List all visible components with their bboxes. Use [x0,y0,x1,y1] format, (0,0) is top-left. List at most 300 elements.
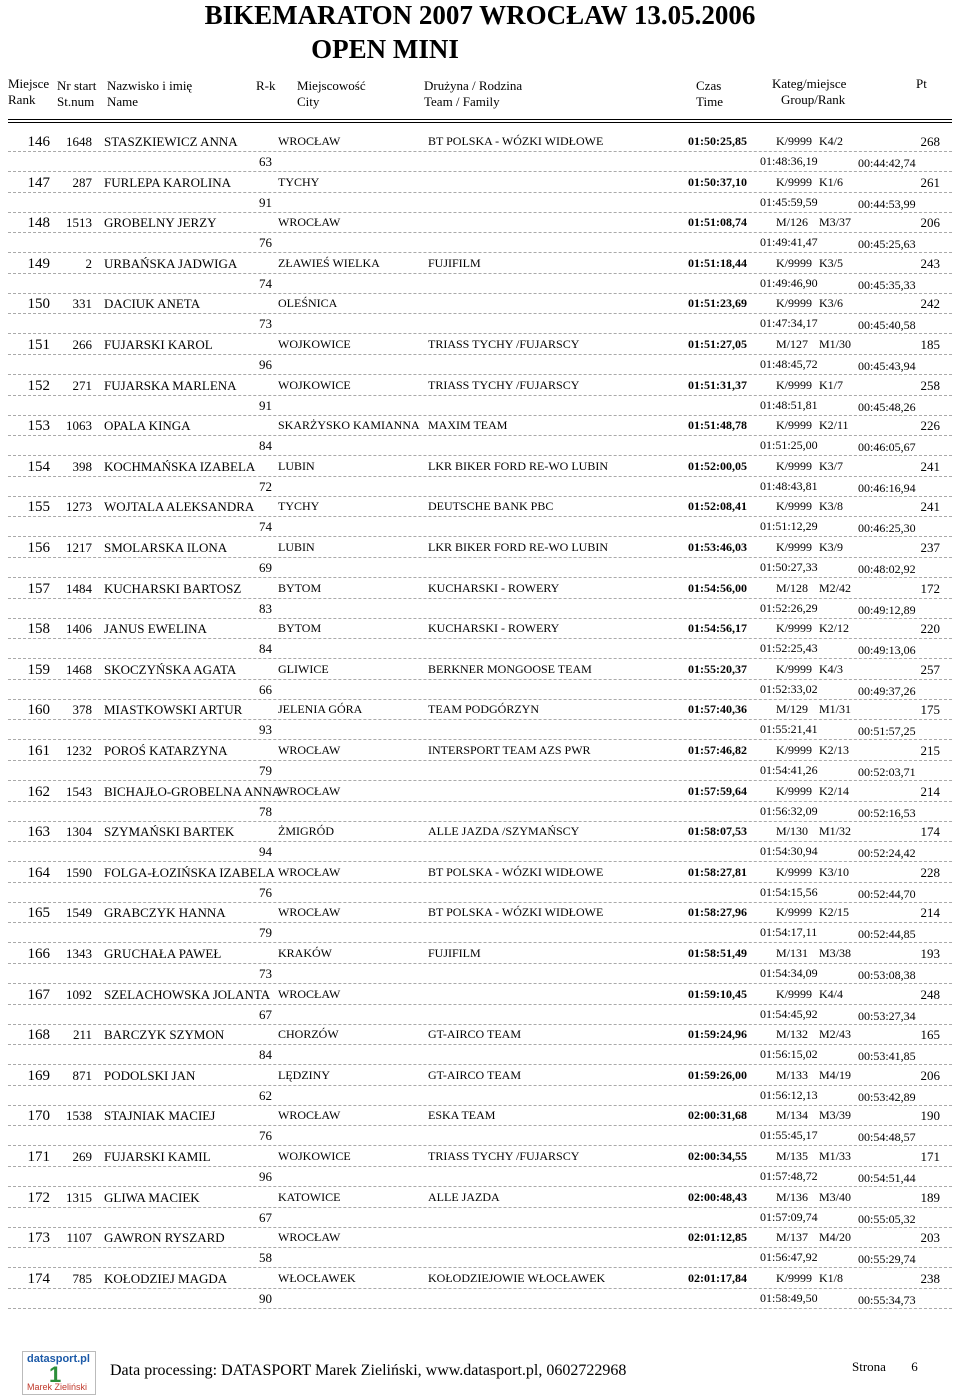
cell-time: 01:51:18,44 [688,255,747,270]
cell-age: 74 [259,519,272,535]
cell-rank: 168 [27,1027,50,1044]
cell-name: KUCHARSKI BARTOSZ [104,580,242,596]
cell-name: SKOCZYŃSKA AGATA [104,661,237,677]
cell-pos: K2/13 [819,743,849,757]
cell-num: 1648 [66,134,92,149]
table-row [0,822,960,863]
cell-lap1: 01:51:12,29 [760,519,818,534]
cell-time: 01:57:40,36 [688,702,747,717]
cell-lap1: 01:52:26,29 [760,600,818,615]
cell-cat: K/9999 [776,661,812,676]
cell-num: 785 [72,1270,92,1286]
cell-num: 271 [72,377,92,393]
cell-city: KATOWICE [278,1189,341,1204]
cell-city: WROCŁAW [278,743,341,757]
cell-team: GT-AIRCO TEAM [428,1027,522,1042]
cell-age: 63 [259,154,272,169]
row-divider [8,1288,952,1289]
cell-time: 01:58:27,81 [688,864,747,879]
cell-num: 1543 [66,783,92,799]
cell-name: FOLGA-ŁOZIŃSKA IZABELA [104,864,275,880]
row-divider [8,638,952,639]
table-row [0,1066,960,1107]
page-number: Strona 6 [852,1359,918,1374]
cell-time: 01:57:46,82 [688,743,747,757]
cell-pt: 242 [920,296,940,312]
cell-cat: M/136 [776,1189,809,1204]
header-category: Kateg/miejsce Group/Rank [772,76,847,107]
cell-num: 1468 [66,661,92,677]
cell-rank: 155 [27,499,50,516]
cell-lap1: 01:45:59,59 [760,194,818,209]
cell-num: 1092 [66,986,92,1002]
cell-pos: M2/42 [819,580,852,595]
cell-cat: M/137 [776,1230,809,1245]
cell-pt: 214 [920,783,940,799]
cell-lap2: 00:53:42,89 [858,1089,916,1104]
cell-name: FURLEPA KAROLINA [104,174,232,190]
cell-lap2: 00:44:53,99 [858,196,916,211]
cell-time: 01:51:27,05 [688,337,747,351]
cell-rank: 151 [27,337,50,353]
cell-lap2: 00:49:37,26 [858,683,916,698]
row-divider [8,435,952,436]
cell-name: GRABCZYK HANNA [104,905,226,921]
cell-pos: K1/8 [819,1270,843,1285]
cell-pt: 241 [920,458,940,474]
row-divider [8,882,952,883]
cell-num: 1232 [66,743,92,758]
cell-age: 66 [259,681,272,697]
cell-pt: 206 [920,1067,940,1083]
header-rk: R-k [256,78,276,93]
cell-num: 211 [72,1027,92,1043]
cell-name: URBAŃSKA JADWIGA [104,255,238,271]
cell-pos: K1/7 [819,377,843,392]
header-team: Drużyna / Rodzina Team / Family [424,78,523,109]
cell-pt: 248 [920,986,940,1002]
header-points: Pt [916,76,927,91]
cell-cat: K/9999 [776,621,812,636]
table-row [0,579,960,620]
cell-rank: 169 [27,1067,50,1084]
cell-lap2: 00:46:16,94 [858,480,916,495]
cell-cat: K/9999 [776,174,812,189]
cell-name: WOJTALA ALEKSANDRA [104,499,255,515]
table-row [0,416,960,457]
cell-city: LUBIN [278,458,315,473]
table-row [0,538,960,579]
cell-num: 2 [85,255,92,271]
cell-time: 01:53:46,03 [688,540,747,554]
cell-lap2: 00:52:44,85 [858,927,916,942]
cell-lap1: 01:54:30,94 [760,844,818,859]
cell-cat: K/9999 [776,1270,812,1285]
cell-age: 72 [259,478,272,494]
cell-lap2: 00:49:12,89 [858,602,916,617]
table-row [0,1147,960,1188]
footer-credits: Data processing: DATASPORT Marek Zieliński, www.datasport.pl, 0602722968 [110,1362,627,1379]
cell-pos: K3/5 [819,255,843,270]
cell-pt: 220 [920,621,940,637]
cell-lap1: 01:55:45,17 [760,1128,818,1143]
table-row [0,660,960,701]
cell-team: FUJIFILM [428,255,481,270]
cell-pt: 228 [920,864,940,880]
cell-team: KUCHARSKI - ROWERY [428,621,560,636]
table-row [0,254,960,295]
cell-time: 01:57:59,64 [688,783,747,798]
cell-lap1: 01:55:21,41 [760,722,818,737]
cell-team: INTERSPORT TEAM AZS PWR [428,743,591,757]
cell-rank: 170 [27,1108,50,1125]
cell-name: FUJARSKI KAMIL [104,1149,211,1164]
cell-rank: 162 [27,783,50,800]
cell-name: DACIUK ANETA [104,296,201,312]
cell-city: CHORZÓW [278,1027,339,1042]
cell-pt: 189 [920,1189,940,1205]
cell-team: BT POLSKA - WÓZKI WIDŁOWE [428,864,604,879]
cell-team: BT POLSKA - WÓZKI WIDŁOWE [428,134,604,148]
cell-time: 02:00:48,43 [688,1189,747,1204]
cell-lap2: 00:45:43,94 [858,359,916,373]
cell-lap2: 00:52:03,71 [858,765,916,779]
cell-pos: K3/8 [819,499,843,514]
cell-cat: M/130 [776,824,809,839]
cell-lap2: 00:46:25,30 [858,521,916,536]
row-divider [8,151,952,152]
cell-rank: 158 [27,621,50,638]
cell-team: ESKA TEAM [428,1108,496,1123]
cell-age: 79 [259,763,272,778]
cell-name: GRUCHAŁA PAWEŁ [104,946,222,961]
cell-name: JANUS EWELINA [104,621,207,637]
cell-age: 84 [259,641,272,657]
table-row [0,335,960,376]
cell-name: GROBELNY JERZY [104,215,217,231]
cell-city: SKARŻYSKO KAMIANNA [278,418,420,433]
cell-pos: K2/15 [819,905,849,920]
table-row [0,985,960,1026]
cell-city: LUBIN [278,540,315,554]
cell-team: FUJIFILM [428,946,481,960]
cell-lap2: 00:55:05,32 [858,1211,916,1226]
table-row [0,944,960,985]
cell-lap2: 00:45:35,33 [858,277,916,292]
cell-rank: 153 [27,418,50,435]
cell-name: PODOLSKI JAN [104,1067,196,1083]
cell-age: 79 [259,925,272,941]
table-row [0,173,960,214]
cell-pos: K4/4 [819,986,843,1001]
cell-num: 266 [72,337,92,352]
cell-pos: M1/32 [819,824,852,839]
cell-cat: M/127 [776,337,809,351]
row-divider [8,313,952,314]
table-row [0,1269,960,1310]
cell-num: 871 [72,1067,92,1083]
cell-cat: K/9999 [776,418,812,433]
cell-name: GLIWA MACIEK [104,1189,200,1205]
cell-rank: 154 [27,458,50,475]
cell-pos: M1/30 [819,337,852,351]
cell-name: BARCZYK SZYMON [104,1027,225,1043]
cell-rank: 156 [27,540,50,556]
cell-rank: 173 [27,1230,50,1247]
cell-pt: 193 [920,946,940,961]
cell-time: 01:55:20,37 [688,661,747,676]
cell-age: 83 [259,600,272,616]
cell-pos: K3/10 [819,864,849,879]
cell-cat: M/131 [776,946,809,960]
cell-city: WROCŁAW [278,986,341,1001]
cell-cat: M/128 [776,580,809,595]
cell-rank: 148 [27,215,50,232]
cell-lap2: 00:54:48,57 [858,1130,916,1145]
cell-name: STAJNIAK MACIEJ [104,1108,216,1124]
row-divider [8,1004,952,1005]
cell-pos: M3/37 [819,215,852,230]
cell-pt: 243 [920,255,940,271]
cell-cat: M/132 [776,1027,809,1042]
cell-time: 01:58:27,96 [688,905,747,920]
cell-team: ALLE JAZDA /SZYMAŃSCY [428,824,580,839]
cell-name: SZELACHOWSKA JOLANTA [104,986,271,1002]
cell-pt: 171 [920,1149,940,1164]
cell-time: 01:50:37,10 [688,174,747,189]
cell-num: 1406 [66,621,92,637]
cell-age: 94 [259,844,272,860]
cell-pos: K2/11 [819,418,849,433]
cell-team: MAXIM TEAM [428,418,508,433]
header-rule-bottom [8,122,952,123]
row-divider [8,192,952,193]
cell-lap1: 01:49:46,90 [760,275,818,290]
cell-lap1: 01:52:33,02 [760,681,818,696]
cell-num: 1315 [66,1189,92,1205]
cell-city: BYTOM [278,580,322,595]
cell-num: 1590 [66,864,92,880]
cell-rank: 149 [27,255,50,272]
table-row [0,903,960,944]
cell-cat: M/134 [776,1108,809,1123]
cell-time: 02:00:31,68 [688,1108,747,1123]
cell-cat: M/133 [776,1067,809,1082]
cell-age: 74 [259,275,272,291]
row-divider [8,232,952,233]
cell-age: 67 [259,1209,272,1225]
cell-rank: 147 [27,174,50,191]
cell-name: GAWRON RYSZARD [104,1230,225,1246]
cell-num: 1549 [66,905,92,921]
cell-pos: M1/31 [819,702,852,717]
cell-time: 02:01:17,84 [688,1270,747,1285]
cell-pt: 261 [920,174,940,190]
cell-lap1: 01:57:09,74 [760,1209,818,1224]
cell-pos: K4/3 [819,661,843,676]
cell-time: 01:58:51,49 [688,946,747,960]
cell-time: 01:58:07,53 [688,824,747,839]
cell-name: SMOLARSKA ILONA [104,540,228,555]
header-time: Czas Time [696,78,723,109]
cell-lap1: 01:51:25,00 [760,438,818,453]
cell-city: WROCŁAW [278,905,341,920]
cell-team: KOŁODZIEJOWIE WŁOCŁAWEK [428,1270,606,1285]
cell-lap1: 01:48:45,72 [760,357,818,371]
cell-age: 91 [259,194,272,210]
cell-age: 69 [259,560,272,575]
cell-lap1: 01:56:15,02 [760,1047,818,1062]
cell-lap1: 01:58:49,50 [760,1290,818,1305]
cell-lap1: 01:56:32,09 [760,803,818,818]
table-row [0,619,960,660]
cell-age: 73 [259,316,272,332]
cell-cat: K/9999 [776,986,812,1001]
row-divider [8,598,952,599]
cell-age: 93 [259,722,272,738]
cell-cat: K/9999 [776,134,812,148]
cell-num: 331 [72,296,92,312]
datasport-logo: datasport.pl 1 Marek Zieliński [22,1351,96,1395]
cell-pt: 238 [920,1270,940,1286]
cell-lap2: 00:49:13,06 [858,643,916,658]
cell-lap1: 01:56:12,13 [760,1087,818,1102]
cell-pos: M2/43 [819,1027,852,1042]
cell-cat: K/9999 [776,864,812,879]
cell-age: 76 [259,235,272,251]
cell-age: 84 [259,1047,272,1063]
cell-city: LĘDZINY [278,1067,330,1082]
cell-pos: K2/14 [819,783,849,798]
cell-time: 01:52:00,05 [688,458,747,473]
cell-city: WROCŁAW [278,215,341,230]
cell-pos: K3/6 [819,296,843,311]
cell-lap2: 00:52:44,70 [858,886,916,901]
cell-city: ŻMIGRÓD [278,824,334,839]
cell-cat: K/9999 [776,783,812,798]
cell-lap2: 00:53:41,85 [858,1049,916,1064]
cell-rank: 157 [27,580,50,597]
cell-lap2: 00:53:27,34 [858,1008,916,1023]
cell-pt: 241 [920,499,940,515]
cell-city: BYTOM [278,621,322,636]
table-row [0,863,960,904]
cell-cat: M/135 [776,1149,809,1163]
cell-pt: 165 [920,1027,940,1043]
row-divider [8,963,952,964]
cell-lap1: 01:50:27,33 [760,560,818,574]
cell-time: 01:51:31,37 [688,377,747,392]
table-row [0,700,960,741]
cell-city: WOJKOWICE [278,1149,351,1163]
table-row [0,782,960,823]
cell-pt: 206 [920,215,940,231]
cell-time: 01:59:26,00 [688,1067,747,1082]
cell-num: 1217 [66,540,92,555]
cell-cat: K/9999 [776,540,812,554]
row-divider [8,1125,952,1126]
cell-rank: 171 [27,1149,50,1165]
cell-lap2: 00:55:29,74 [858,1252,916,1267]
cell-team: LKR BIKER FORD RE-WO LUBIN [428,458,608,473]
cell-city: GLIWICE [278,661,329,676]
cell-city: WŁOCŁAWEK [278,1270,356,1285]
table-row [0,741,960,782]
cell-time: 01:59:10,45 [688,986,747,1001]
cell-rank: 164 [27,864,50,881]
table-row [0,132,960,173]
cell-time: 02:01:12,85 [688,1230,747,1245]
cell-lap1: 01:48:36,19 [760,154,818,168]
cell-cat: K/9999 [776,499,812,514]
cell-lap1: 01:52:25,43 [760,641,818,656]
cell-city: OLEŚNICA [278,296,338,311]
header-city: Miejscowość City [297,78,366,109]
cell-team: KUCHARSKI - ROWERY [428,580,560,595]
page-subtitle: OPEN MINI [311,34,459,64]
row-divider [8,801,952,802]
cell-name: MIASTKOWSKI ARTUR [104,702,243,718]
cell-lap2: 00:52:24,42 [858,846,916,861]
cell-pt: 175 [920,702,940,718]
cell-city: WROCŁAW [278,134,341,148]
cell-age: 84 [259,438,272,454]
cell-age: 96 [259,357,272,372]
cell-cat: K/9999 [776,377,812,392]
cell-lap1: 01:54:41,26 [760,763,818,777]
cell-time: 02:00:34,55 [688,1149,747,1163]
cell-city: WROCŁAW [278,1230,341,1245]
cell-age: 58 [259,1250,272,1266]
cell-pos: M4/20 [819,1230,852,1245]
cell-rank: 174 [27,1270,50,1287]
row-divider [8,476,952,477]
row-divider [8,1044,952,1045]
cell-age: 62 [259,1087,272,1103]
cell-cat: M/126 [776,215,809,230]
cell-cat: K/9999 [776,458,812,473]
cell-age: 91 [259,397,272,413]
cell-pt: 226 [920,418,940,434]
cell-num: 1304 [66,824,92,840]
cell-lap2: 00:44:42,74 [858,156,916,170]
cell-pt: 214 [920,905,940,921]
cell-team: TRIASS TYCHY /FUJARSCY [428,1149,580,1163]
cell-lap2: 00:45:48,26 [858,399,916,414]
header-start: Nr start St.num [57,78,97,109]
cell-lap2: 00:45:40,58 [858,318,916,333]
cell-rank: 146 [27,134,50,150]
row-divider [8,1085,952,1086]
table-row [0,1188,960,1229]
cell-time: 01:54:56,17 [688,621,747,636]
cell-age: 76 [259,1128,272,1144]
table-row [0,294,960,335]
table-row [0,1106,960,1147]
table-row [0,376,960,417]
cell-cat: K/9999 [776,743,812,757]
cell-time: 01:54:56,00 [688,580,747,595]
cell-city: WOJKOWICE [278,337,351,351]
row-divider [8,557,952,558]
cell-time: 01:51:48,78 [688,418,747,433]
cell-lap1: 01:54:15,56 [760,884,818,899]
cell-rank: 150 [27,296,50,313]
cell-name: STASZKIEWICZ ANNA [104,134,238,149]
cell-rank: 152 [27,377,50,394]
cell-city: ZŁAWIEŚ WIELKA [278,255,380,270]
cell-city: WROCŁAW [278,783,341,798]
